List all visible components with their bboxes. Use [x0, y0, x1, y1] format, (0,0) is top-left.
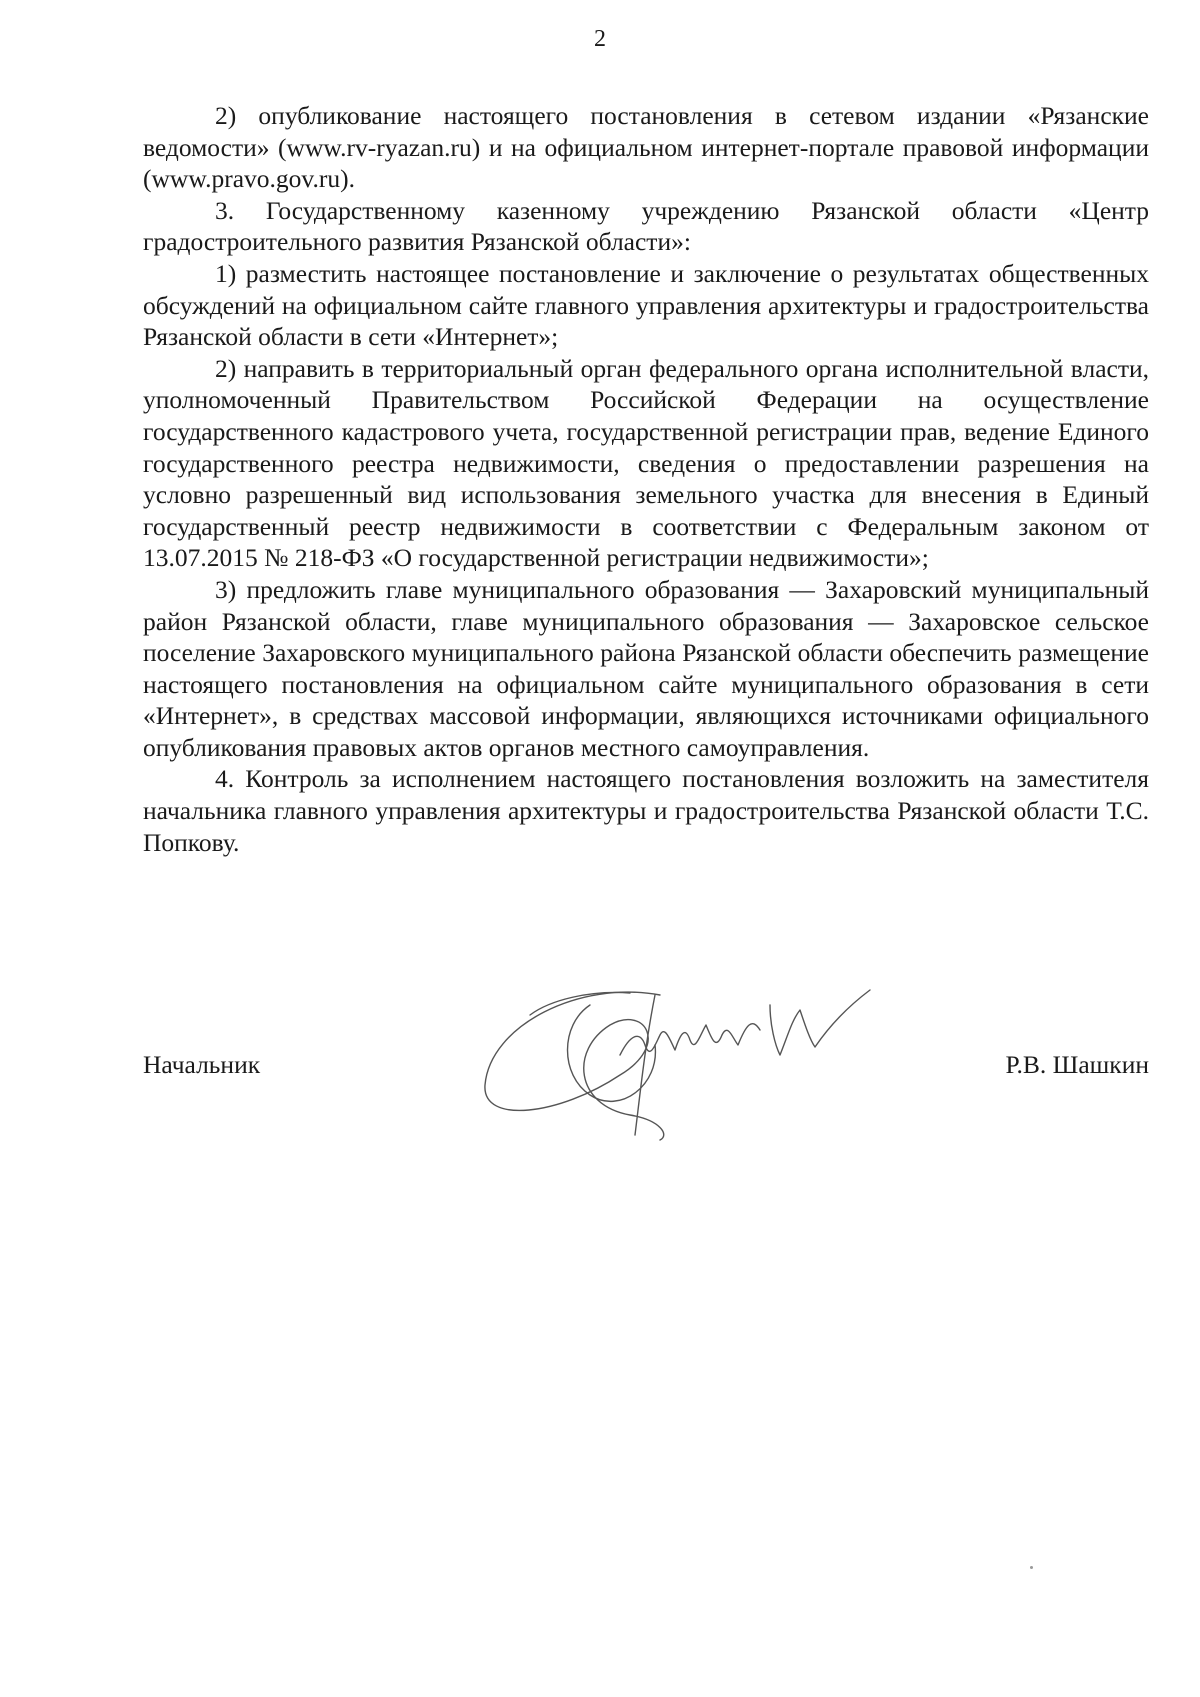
paragraph-3-3-propose: 3) предложить главе муниципального образования — Захаровский муниципальный район Рязанской области, главе муниципального образования — Захаровское сельское поселение Захаровского муниципального района Рязанской области обеспечить размещение настоящего постановления на официальном сайте муниципального образования в сети «Интернет», в средствах массовой информации, являющихся источниками официального опубликования правовых актов органов местного самоуправления. — [143, 574, 1149, 762]
scan-speck — [1030, 1566, 1033, 1569]
document-body — [143, 100, 1149, 858]
paragraph-3-1-place: 1) разместить настоящее постановление и заключение о результатах общественных обсуждений на официальном сайте главного управления архитектуры и градостроительства Рязанской области в сети «Интернет»; — [143, 258, 1149, 352]
signatory-title: Начальник — [143, 1050, 261, 1079]
signatory-name: Р.В. Шашкин — [1005, 1050, 1149, 1079]
paragraph-4-control: 4. Контроль за исполнением настоящего постановления возложить на заместителя начальника главного управления архитектуры и градостроительства Рязанской области Т.С. Попкову. — [143, 764, 1149, 857]
paragraph-3-center: 3. Государственному казенному учреждению Рязанской области «Центр градостроительного развития Рязанской области»: — [143, 195, 1149, 257]
page-number: 2 — [594, 26, 606, 52]
paragraph-3-2-send: 2) направить в территориальный орган федерального органа исполнительной власти, уполномоченный Правительством Российской Федерации на осуществление государственного кадастрового учета, государственной регистрации прав, ведение Единого государственного реестра недвижимости, сведения о предоставлении разрешения на условно разрешенный вид использования земельного участка для внесения в Единый государственный реестр недвижимости в соответствии с Федеральным законом от 13.07.2015 № 218-ФЗ «О государственной регистрации недвижимости»; — [143, 353, 1149, 573]
signature-block — [143, 1050, 1149, 1090]
paragraph-2-publication: 2) опубликование настоящего постановления в сетевом издании «Рязанские ведомости» (www.rv-ryazan.ru) и на официальном интернет-портале правовой информации (www.pravo.gov.ru). — [143, 101, 1149, 194]
